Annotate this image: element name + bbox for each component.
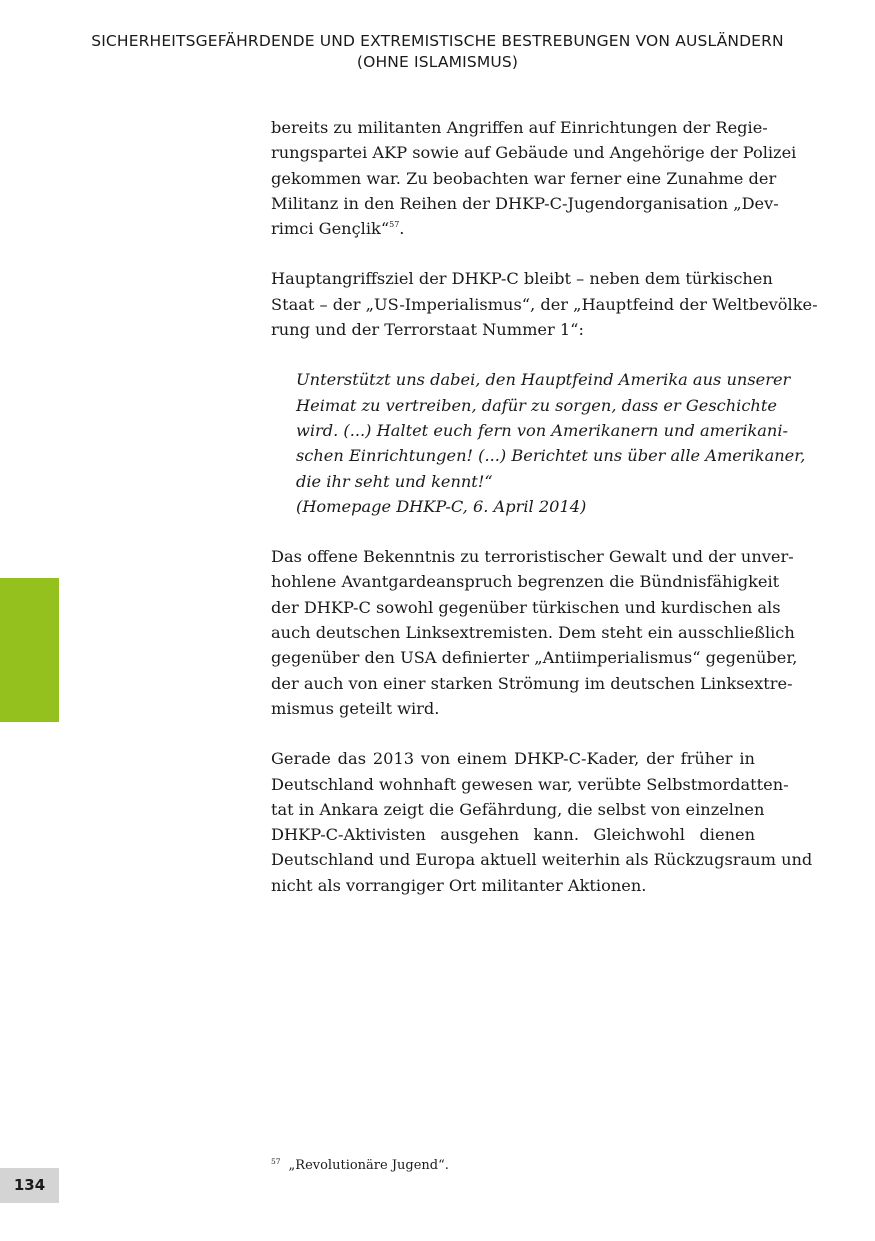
quote-line: Heimat zu vertreiben, dafür zu sorgen, dass er Geschichte (296, 395, 777, 415)
text-line: nicht als vorrangiger Ort militanter Aktionen. (271, 875, 647, 895)
text-line: der auch von einer starken Strömung im deutschen Linksextre- (271, 673, 793, 693)
text-line: Das offene Bekenntnis zu terroristischer Gewalt und der unver- (271, 547, 794, 567)
text-line (271, 216, 755, 241)
page-number: 134 (0, 1168, 59, 1203)
text-line: Gerade das 2013 von einem DHKP-C-Kader, der früher in (271, 749, 755, 769)
text-line: rungspartei AKP sowie auf Gebäude und Angehörige der Polizei (271, 143, 797, 163)
text-line: Hauptangriffsziel der DHKP-C bleibt – neben dem türkischen (271, 269, 773, 289)
quote-line: Unterstützt uns dabei, den Hauptfeind Amerika aus unserer (296, 370, 791, 390)
running-header (60, 31, 815, 73)
paragraph-2 (271, 266, 818, 342)
footnote-number: 57 (271, 1157, 281, 1166)
text-line: rung und der Terrorstaat Nummer 1“: (271, 320, 584, 340)
chapter-color-tab (0, 578, 59, 722)
running-header-line-1: SICHERHEITSGEFÄHRDENDE UND EXTREMISTISCHE BESTREBUNGEN VON AUSLÄNDERN (91, 32, 784, 50)
running-header-line-2: (OHNE ISLAMISMUS) (356, 53, 519, 71)
text-line: der DHKP-C sowohl gegenüber türkischen und kurdischen als (271, 597, 781, 617)
text-line: bereits zu militanten Angriffen auf Einrichtungen der Regie- (271, 118, 768, 137)
footnote-text: „Revolutionäre Jugend“. (288, 1158, 449, 1173)
text-line: tat in Ankara zeigt die Gefährdung, die selbst von einzelnen (271, 799, 765, 819)
text-line: auch deutschen Linksextremisten. Dem steht ein ausschließlich (271, 623, 795, 643)
text-fragment: . (399, 219, 405, 239)
text-line: Deutschland und Europa aktuell weiterhin als Rückzugsraum und (271, 850, 813, 870)
footnote-reference[interactable]: 57 (389, 220, 400, 230)
text-line: gegenüber den USA definierter „Antiimperialismus“ gegenüber, (271, 648, 798, 668)
text-line: Staat – der „US-Imperialismus“, der „Hauptfeind der Weltbevölke- (271, 294, 818, 314)
text-line: Deutschland wohnhaft gewesen war, verübte Selbstmordatten- (271, 774, 789, 794)
text-line: hohlene Avantgardeanspruch begrenzen die Bündnisfähigkeit (271, 572, 780, 592)
text-fragment: rimci Gençlik“ (271, 219, 390, 239)
quote-line: die ihr seht und kennt!“ (296, 471, 493, 491)
text-line: Militanz in den Reihen der DHKP-C-Jugendorganisation „Dev- (271, 193, 779, 213)
block-quote (296, 367, 806, 519)
quote-line: schen Einrichtungen! (...) Berichtet uns über alle Amerikaner, (296, 446, 806, 466)
paragraph-3 (271, 544, 798, 721)
footnote (271, 1153, 449, 1175)
text-line: DHKP-C-Aktivisten ausgehen kann. Gleichwohl dienen (271, 825, 755, 845)
text-line: gekommen war. Zu beobachten war ferner eine Zunahme der (271, 168, 777, 188)
paragraph-4 (271, 746, 813, 898)
quote-line: wird. (...) Haltet euch fern von Amerikanern und amerikani- (296, 420, 788, 440)
text-line: mismus geteilt wird. (271, 698, 440, 718)
body-text-column (271, 115, 818, 923)
quote-source: (Homepage DHKP-C, 6. April 2014) (296, 496, 587, 516)
paragraph-1 (271, 115, 797, 241)
